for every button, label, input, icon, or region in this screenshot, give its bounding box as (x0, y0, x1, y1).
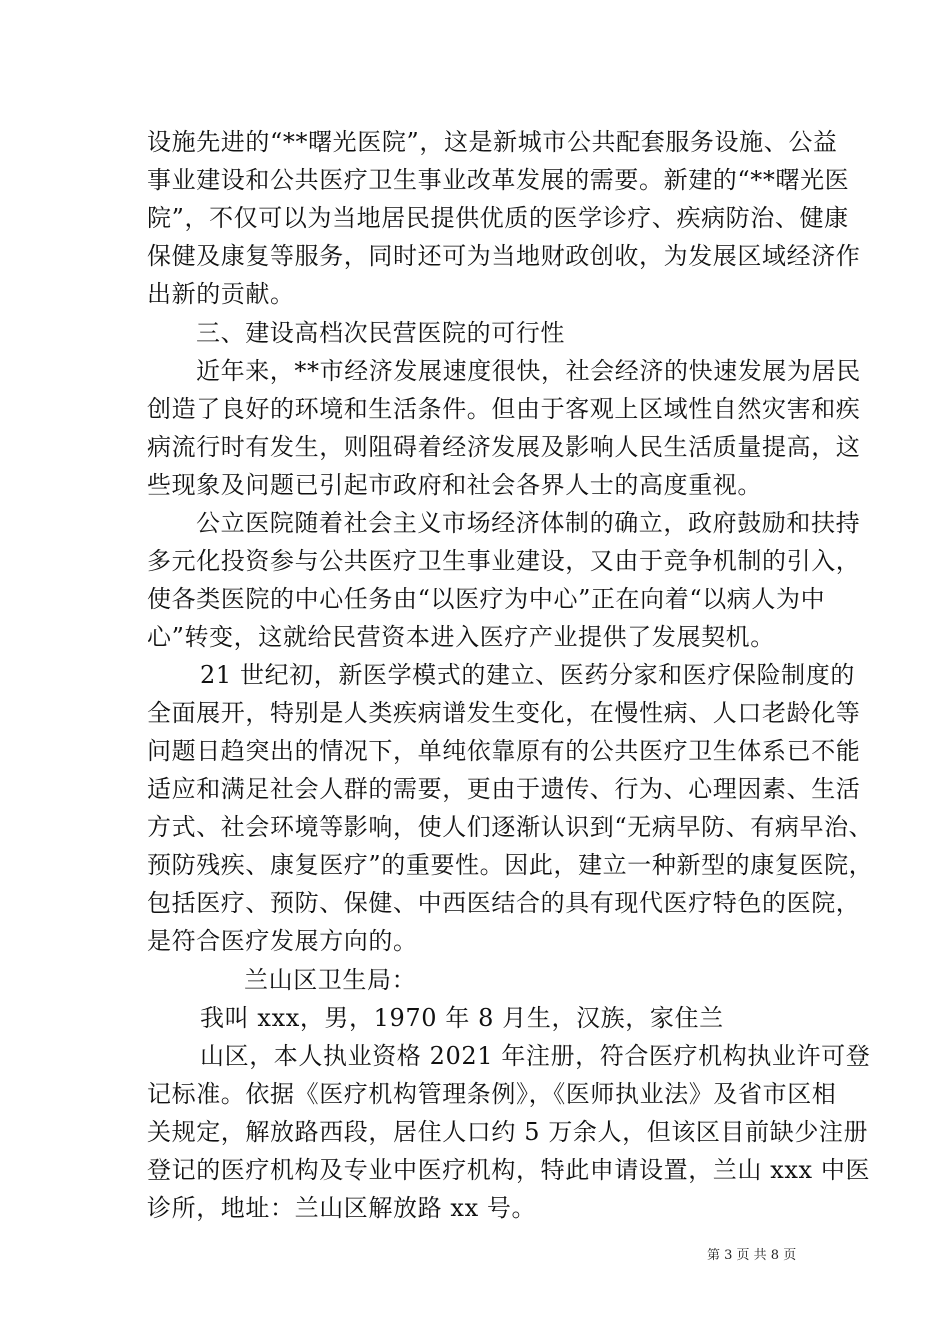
text-line: 问题日趋突出的情况下，单纯依靠原有的公共医疗卫生体系已不能 (147, 737, 861, 765)
section-heading: 三、建设高档次民营医院的可行性 (196, 319, 565, 347)
text-line: 我叫 xxx，男，1970 年 8 月生，汉族，家住兰 (200, 1004, 724, 1032)
text-line: 创造了良好的环境和生活条件。但由于客观上区域性自然灾害和疾 (147, 395, 861, 423)
text-line: 设施先进的“**曙光医院”，这是新城市公共配套服务设施、公益 (147, 128, 838, 156)
text-line: 记标准。依据《医疗机构管理条例》，《医师执业法》及省市区相 (147, 1080, 837, 1108)
text-line: 多元化投资参与公共医疗卫生事业建设，又由于竞争机制的引入， (147, 547, 861, 575)
text-line: 诊所，地址：兰山区解放路 xx 号。 (147, 1194, 537, 1222)
text-line: 山区，本人执业资格 2021 年注册，符合医疗机构执业许可登 (200, 1042, 871, 1070)
text-line: 出新的贡献。 (147, 280, 295, 308)
text-line: 院”，不仅可以为当地居民提供优质的医学诊疗、疾病防治、健康 (147, 204, 849, 232)
text-line: 心”转变，这就给民营资本进入医疗产业提供了发展契机。 (147, 623, 775, 651)
letter-salutation: 兰山区卫生局： (244, 966, 417, 994)
text-line: 使各类医院的中心任务由“以医疗为中心”正在向着“以病人为中 (147, 585, 826, 613)
text-line: 21 世纪初，新医学模式的建立、医药分家和医疗保险制度的 (200, 661, 855, 689)
text-line: 保健及康复等服务，同时还可为当地财政创收，为发展区域经济作 (147, 242, 861, 270)
text-line: 些现象及问题已引起市政府和社会各界人士的高度重视。 (147, 471, 762, 499)
text-line: 近年来，**市经济发展速度很快，社会经济的快速发展为居民 (196, 357, 861, 385)
page-number: 第 3 页 共 8 页 (707, 1248, 797, 1263)
text-line: 事业建设和公共医疗卫生事业改革发展的需要。新建的“**曙光医 (147, 166, 850, 194)
text-line: 公立医院随着社会主义市场经济体制的确立，政府鼓励和扶持 (196, 509, 861, 537)
text-line: 病流行时有发生，则阻碍着经济发展及影响人民生活质量提高，这 (147, 433, 861, 461)
text-line: 方式、社会环境等影响，使人们逐渐认识到“无病早防、有病早治、 (147, 813, 874, 841)
text-line: 全面展开，特别是人类疾病谱发生变化，在慢性病、人口老龄化等 (147, 699, 861, 727)
text-line: 包括医疗、预防、保健、中西医结合的具有现代医疗特色的医院， (147, 889, 861, 917)
text-line: 预防残疾、康复医疗”的重要性。因此，建立一种新型的康复医院， (147, 851, 874, 879)
text-line: 登记的医疗机构及专业中医疗机构，特此申请设置，兰山 xxx 中医 (147, 1156, 871, 1184)
text-line: 是符合医疗发展方向的。 (147, 927, 418, 955)
text-line: 关规定，解放路西段，居住人口约 5 万余人，但该区目前缺少注册 (147, 1118, 869, 1146)
text-line: 适应和满足社会人群的需要，更由于遗传、行为、心理因素、生活 (147, 775, 861, 803)
